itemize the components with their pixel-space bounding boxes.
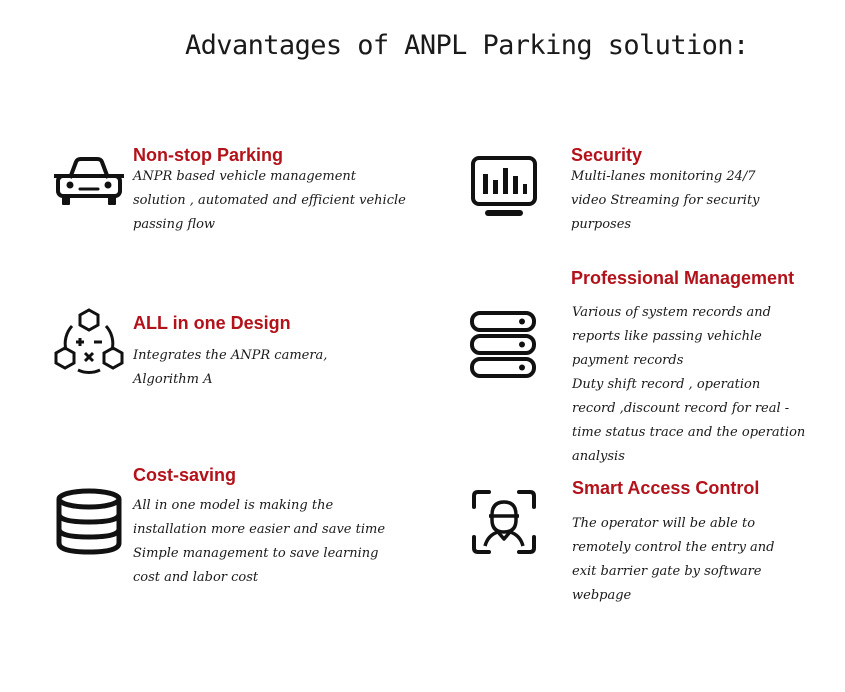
description-line: Simple management to save learning: [133, 546, 379, 561]
description-line: installation more easier and save time: [133, 522, 386, 537]
description-line: reports like passing vehichle: [572, 329, 762, 344]
feature-description-smart-access-control: [572, 512, 775, 608]
description-line: analysis: [572, 449, 625, 464]
feature-heading-all-in-one-design: ALL in one Design: [133, 313, 291, 333]
feature-heading-security: Security: [571, 145, 643, 165]
feature-description-non-stop-parking: [133, 165, 406, 237]
description-line: Multi-lanes monitoring 24/7: [571, 169, 756, 184]
feature-description-professional-management: [572, 301, 805, 469]
feature-description-all-in-one-design: [133, 344, 327, 392]
description-line: remotely control the entry and: [572, 540, 775, 555]
feature-heading-cost-saving: Cost-saving: [133, 465, 237, 485]
feature-heading-smart-access-control: Smart Access Control: [572, 478, 760, 498]
description-line: solution , automated and efficient vehicle: [133, 193, 406, 208]
description-line: video Streaming for security: [571, 193, 760, 208]
description-line: Various of system records and: [572, 305, 771, 320]
integration-icon: [54, 308, 124, 378]
monitor-chart-icon: [471, 156, 537, 220]
description-line: ANPR based vehicle management: [133, 169, 356, 184]
description-line: purposes: [571, 217, 632, 232]
feature-description-cost-saving: [133, 494, 385, 590]
description-line: webpage: [572, 588, 632, 603]
feature-description-security: [571, 165, 760, 237]
description-line: cost and labor cost: [133, 570, 259, 585]
face-scan-icon: [471, 489, 537, 555]
car-icon: [54, 154, 124, 208]
description-line: payment records: [572, 353, 684, 368]
description-line: Algorithm A: [133, 372, 213, 387]
description-line: passing flow: [133, 217, 216, 232]
description-line: exit barrier gate by software: [572, 564, 762, 579]
description-line: Duty shift record , operation: [572, 377, 761, 392]
database-icon: [55, 488, 123, 558]
feature-heading-professional-management: Professional Management: [571, 268, 795, 288]
description-line: time status trace and the operation: [572, 425, 806, 440]
description-line: All in one model is making the: [133, 498, 334, 513]
feature-heading-non-stop-parking: Non-stop Parking: [133, 145, 284, 165]
page-title: Advantages of ANPL Parking solution:: [185, 30, 749, 61]
description-line: record ,discount record for real -: [572, 401, 790, 416]
server-icon: [470, 311, 536, 379]
description-line: The operator will be able to: [572, 516, 756, 531]
description-line: Integrates the ANPR camera,: [133, 348, 328, 363]
